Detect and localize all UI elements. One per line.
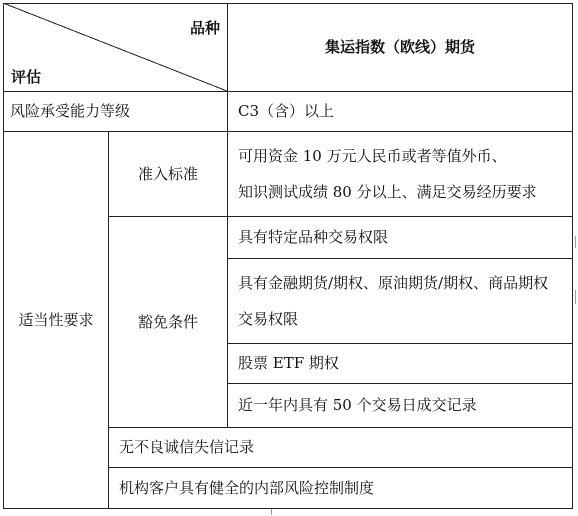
header-diagonal-bottom-label: 评估 bbox=[11, 68, 42, 86]
entry-standard-content bbox=[228, 132, 572, 216]
scan-artifact-mark bbox=[575, 290, 576, 304]
header-product-cell: 集运指数（欧线）期货 bbox=[324, 38, 475, 56]
entry-standard-line: 可用资金 10 万元人民币或者等值外币、 bbox=[238, 146, 507, 165]
exemption-label: 豁免条件 bbox=[137, 312, 198, 331]
exemption-item-line: 交易权限 bbox=[238, 309, 299, 328]
risk-level-label: 风险承受能力等级 bbox=[10, 102, 131, 120]
header-diagonal-top-label: 品种 bbox=[190, 19, 221, 37]
scan-artifact-mark bbox=[271, 509, 272, 515]
suitability-label: 适当性要求 bbox=[18, 310, 94, 329]
exemption-item: 股票 ETF 期权 bbox=[238, 354, 339, 372]
exemption-item-line: 具有金融期货/期权、原油期货/期权、商品期权 bbox=[238, 273, 549, 292]
scan-artifact-mark bbox=[575, 236, 576, 248]
entry-standard-line: 知识测试成绩 80 分以上、满足交易经历要求 bbox=[238, 182, 537, 201]
suitability-table bbox=[3, 3, 573, 509]
exemption-item: 具有特定品种交易权限 bbox=[238, 228, 389, 246]
no-bad-record-requirement: 无不良诚信失信记录 bbox=[119, 438, 255, 456]
risk-level-value: C3（含）以上 bbox=[238, 102, 335, 120]
entry-standard-label: 准入标准 bbox=[137, 164, 198, 183]
exemption-item: 近一年内具有 50 个交易日成交记录 bbox=[238, 396, 477, 414]
institution-risk-control-requirement: 机构客户具有健全的内部风险控制制度 bbox=[119, 478, 375, 497]
exemption-item-multiline bbox=[228, 259, 572, 343]
